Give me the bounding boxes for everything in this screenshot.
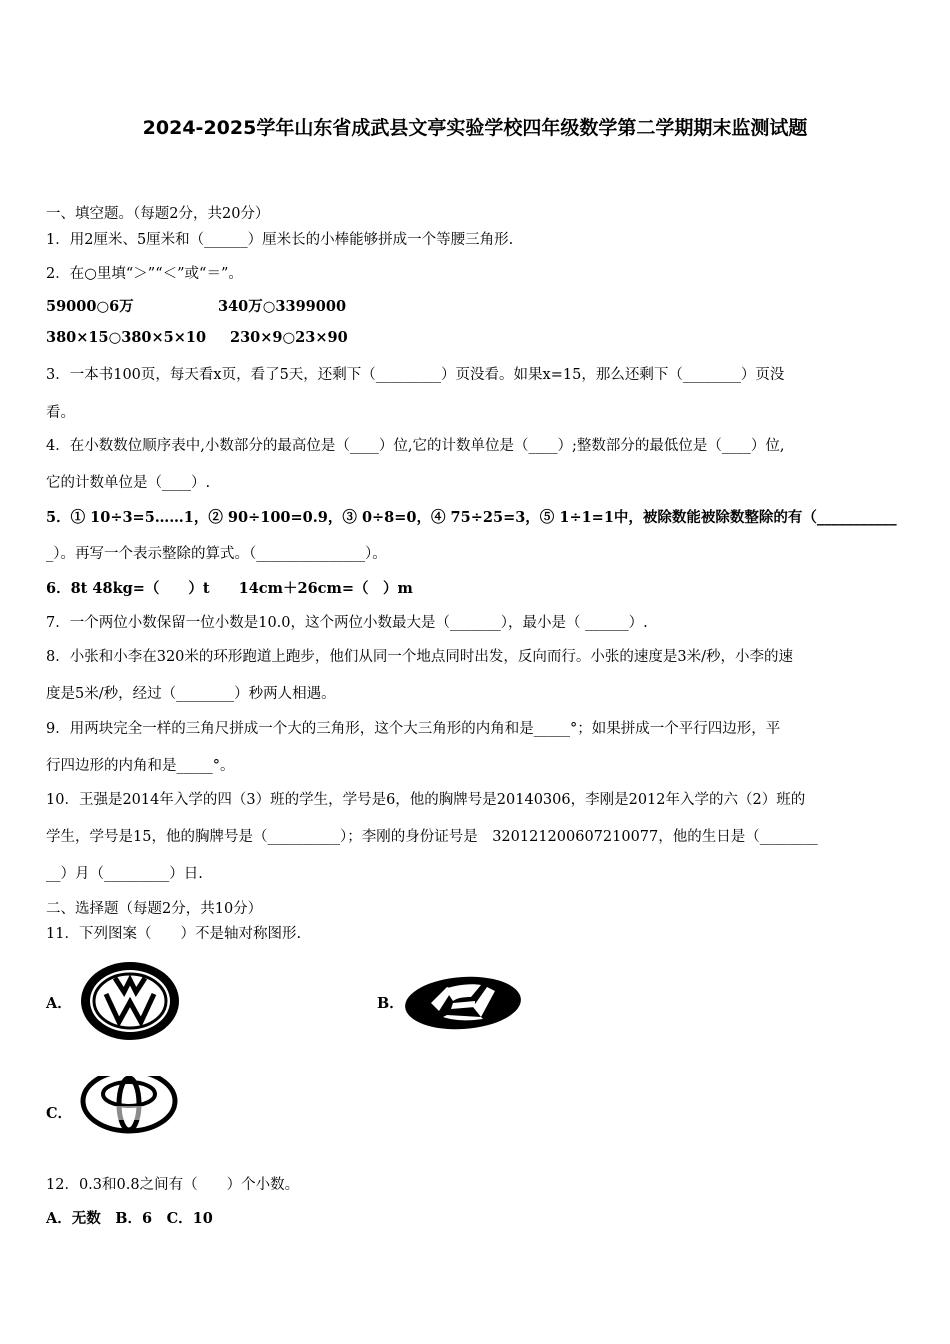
question-10-line-2: 学生，学号是15，他的胸牌号是（__________）；李刚的身份证号是 320121200607210077，他的生日是（________ [46,829,818,845]
volkswagen-logo [78,960,182,1042]
section-1-heading: 一、填空题。（每题2分，共20分） [46,206,270,222]
question-3-line-2: 看。 [46,405,75,421]
question-1: 1．用2厘米、5厘米和（______）厘米长的小棒能够拼成一个等腰三角形. [46,232,514,248]
question-2-item-c: 380×15○380×5×10 [46,329,207,346]
question-12: 12．0.3和0.8之间有（ ）个小数。 [46,1177,300,1193]
question-2-item-a: 59000○6万 [46,298,134,315]
page-title: 2024-2025学年山东省成武县文亭实验学校四年级数学第二学期期末监测试题 [142,117,808,139]
question-3-line-1: 3．一本书100页，每天看x页，看了5天，还剩下（_________）页没看。如果x=15，那么还剩下（________）页没 [46,367,785,383]
question-10-line-1: 10．王强是2014年入学的四（3）班的学生，学号是6，他的胸牌号是20140306，李刚是2012年入学的六（2）班的 [46,792,806,808]
option-b-label: B． [377,995,404,1012]
question-7: 7．一个两位小数保留一位小数是10.0，这个两位小数最大是（_______），最小是（ ______）. [46,615,648,631]
section-2-heading: 二、选择题（每题2分，共10分） [46,901,263,917]
question-2: 2．在○里填“＞”“＜”或“＝”。 [46,266,243,282]
option-a-label: A． [46,995,72,1012]
question-2-item-b: 340万○3399000 [218,298,347,315]
question-4-line-1: 4．在小数数位顺序表中,小数部分的最高位是（____）位,它的计数单位是（____）;整数部分的最低位是（____）位, [46,438,785,454]
question-2-item-d: 230×9○23×90 [230,329,348,346]
hyundai-logo [403,975,523,1031]
question-6: 6．8t 48kg=（ ）t 14cm＋26cm=（ ）m [46,580,413,597]
option-c-label: C． [46,1105,73,1122]
question-4-line-2: 它的计数单位是（____）. [46,475,211,491]
question-11: 11．下列图案（ ）不是轴对称图形. [46,926,302,942]
question-9-line-1: 9．用两块完全一样的三角尺拼成一个大的三角形，这个大三角形的内角和是_____°；如果拼成一个平行四边形，平 [46,721,781,737]
question-8-line-2: 度是5米/秒，经过（________）秒两人相遇。 [46,686,336,702]
question-10-line-3: __）月（_________）日. [46,866,203,882]
question-5-line-1: 5．① 10÷3=5……1，② 90÷100=0.9，③ 0÷8=0，④ 75÷25=3，⑤ 1÷1=1中，被除数能被除数整除的有（___________ [46,509,897,526]
question-9-line-2: 行四边形的内角和是_____°。 [46,758,235,774]
question-5-line-2: _）。再写一个表示整除的算式。（_______________）。 [46,546,387,562]
toyota-logo [80,1066,178,1136]
question-8-line-1: 8．小张和小李在320米的环形跑道上跑步，他们从同一个地点同时出发，反向而行。小张的速度是3米/秒，小李的速 [46,649,794,665]
question-12-options: A．无数 B．6 C．10 [46,1210,213,1227]
